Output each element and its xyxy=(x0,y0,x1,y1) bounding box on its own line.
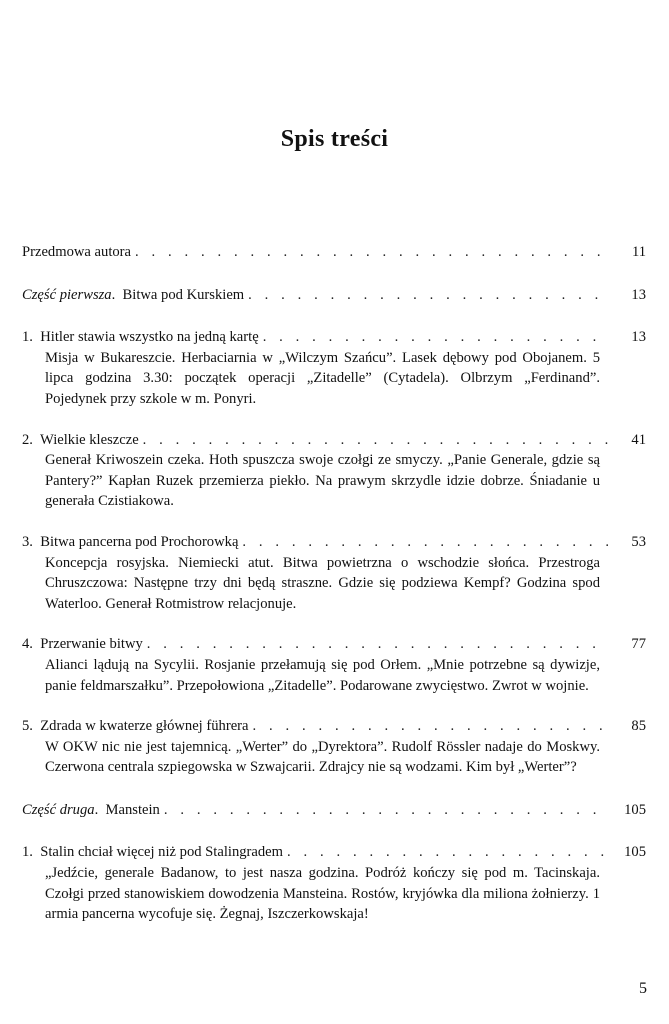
dot-leader xyxy=(147,634,608,655)
dot-leader xyxy=(248,285,608,306)
part-title: Manstein xyxy=(105,801,160,818)
dot-leader xyxy=(287,842,608,863)
page-number: 11 xyxy=(631,244,646,260)
chapter-title: Przerwanie bitwy xyxy=(40,636,143,653)
toc-entry-part-1[interactable] xyxy=(22,285,646,306)
page-number: 105 xyxy=(624,801,646,818)
page-number: 13 xyxy=(631,286,646,303)
chapter-title: Wielkie kleszcze xyxy=(40,431,139,448)
part-label: Część druga xyxy=(22,801,95,818)
part-heading: Część druga. Manstein xyxy=(22,801,160,818)
part-heading: Część pierwsza. Bitwa pod Kurskiem xyxy=(22,286,245,303)
chapter-number: 4. xyxy=(22,636,33,653)
dot-leader xyxy=(164,800,608,821)
page-title: Spis treści xyxy=(280,126,389,152)
page-number: 13 xyxy=(631,329,646,346)
chapter-summary: „Jedźcie, generale Badanow, to jest nasza godzina. Podróż kończy się pod m. Tacinskaja. Czołgi przed stanowiskiem dowodzenia Mansteina. Rostów, kryjówka dla miliona żołnierzy. 1 armia pancerna wycofuje się. Żegnaj, Iszczerkowskaja! xyxy=(45,865,600,923)
page-number: 53 xyxy=(631,533,646,550)
toc-entry-part-2[interactable] xyxy=(22,800,646,821)
page-number: 77 xyxy=(631,636,646,653)
table-of-contents xyxy=(22,242,646,925)
part-title: Bitwa pod Kurskiem xyxy=(122,286,245,303)
chapter-title: Bitwa pancerna pod Prochorowką xyxy=(40,533,239,550)
toc-entry-chapter[interactable] xyxy=(22,634,646,696)
chapter-heading xyxy=(22,532,242,553)
toc-entry-chapter[interactable] xyxy=(22,716,646,778)
chapter-number: 2. xyxy=(22,431,33,448)
toc-entry-chapter[interactable] xyxy=(22,430,646,512)
chapter-number: 3. xyxy=(22,533,33,550)
dot-leader xyxy=(263,327,608,348)
page-number: 41 xyxy=(631,431,646,448)
chapter-number: 1. xyxy=(22,329,33,346)
page-number: 105 xyxy=(624,844,646,861)
chapter-heading xyxy=(22,430,143,451)
chapter-summary: Koncepcja rosyjska. Niemiecki atut. Bitwa powietrzna o wschodzie słońca. Przestroga Chruszczowa: Następne trzy dni będą straszne. Gdzie się podziewa Kempf? Godzina spod Waterloo. Generał Rotmistrow relacjonuje. xyxy=(45,554,600,612)
chapter-number: 1. xyxy=(22,844,33,861)
chapter-number: 5. xyxy=(22,718,33,735)
chapter-summary: Generał Kriwoszein czeka. Hoth spuszcza swoje czołgi ze smyczy. „Panie Generale, gdzie są Pantery?” Kapłan Ruzek przemierza piekło. Na prawym skrzydle idzie dobrze. Śniadanie u generała Czistiakowa. xyxy=(45,452,600,510)
chapter-heading xyxy=(22,716,253,737)
part-label: Część pierwsza xyxy=(22,286,112,303)
chapter-heading xyxy=(22,842,287,863)
chapter-summary: Alianci lądują na Sycylii. Rosjanie przełamują się pod Orłem. „Mnie potrzebne są dywizje, panie feldmarszałku”. Przepołowiona „Zitadelle”. Podarowane zwycięstwo. Zwrot w wojnie. xyxy=(45,656,600,694)
dot-leader xyxy=(242,532,608,553)
entry-title: Przedmowa autora xyxy=(22,244,132,260)
chapter-title: Zdrada w kwaterze głównej führera xyxy=(40,718,249,735)
dot-leader xyxy=(253,716,608,737)
chapter-title: Stalin chciał więcej niż pod Stalingradem xyxy=(40,844,283,861)
toc-entry-chapter[interactable] xyxy=(22,327,646,409)
dot-leader xyxy=(135,242,608,263)
chapter-summary: Misja w Bukareszcie. Herbaciarnia w „Wilczym Szańcu”. Lasek dębowy pod Obojanem. 5 lipca godzina 3.30: początek operacji „Zitadelle” (Cytadela). Olbrzym „Ferdinand”. Pojedynek przy szkole w m. Ponyri. xyxy=(45,349,600,407)
toc-entry-preface[interactable] xyxy=(22,242,646,263)
toc-entry-chapter[interactable] xyxy=(22,532,646,614)
chapter-summary: W OKW nic nie jest tajemnicą. „Werter” do „Dyrektora”. Rudolf Rössler nadaje do Moskwy. Czerwona centrala szpiegowska w Szwajcarii. Zdrajcy nie są wodzami. Kim był „Werter”? xyxy=(45,738,600,776)
chapter-heading xyxy=(22,327,263,348)
chapter-title: Hitler stawia wszystko na jedną kartę xyxy=(40,329,259,346)
chapter-heading xyxy=(22,634,147,655)
page-folio: 5 xyxy=(639,980,647,997)
page-number: 85 xyxy=(631,718,646,735)
dot-leader xyxy=(143,430,608,451)
toc-entry-chapter[interactable] xyxy=(22,842,646,924)
